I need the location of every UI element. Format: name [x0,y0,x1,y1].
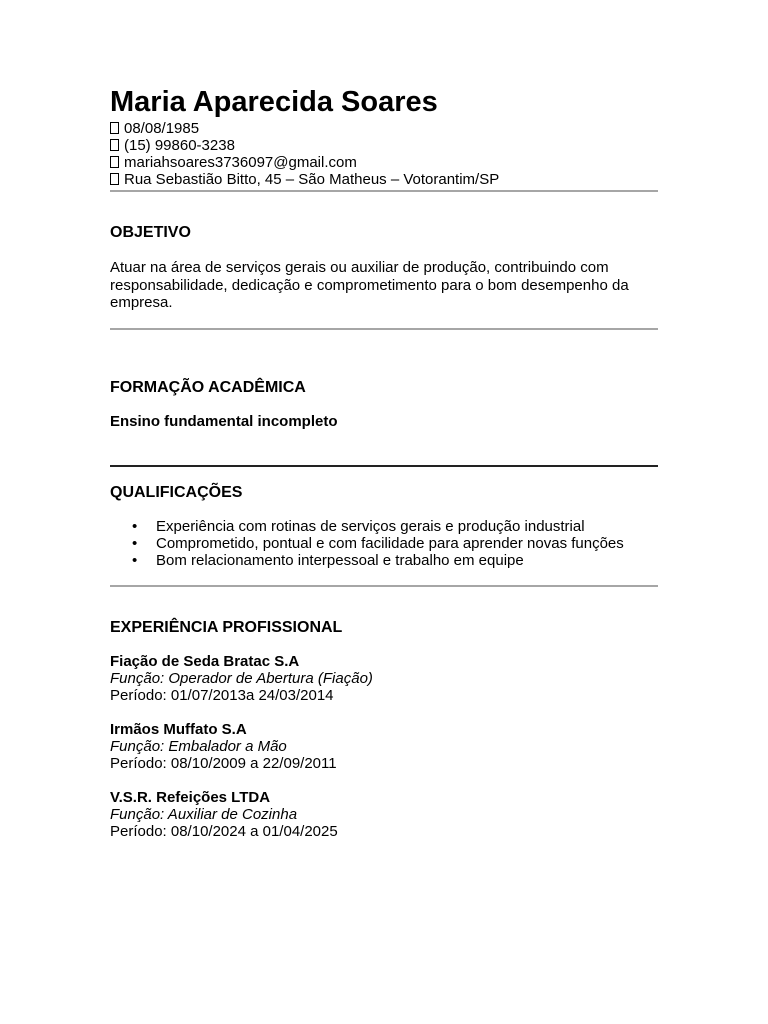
job-company: Fiação de Seda Bratac S.A [110,652,300,670]
contact-address-text: Rua Sebastião Bitto, 45 – São Matheus – Votorantim/SP [124,171,500,188]
job-period: Período: 01/07/2013a 24/03/2014 [110,686,334,704]
job-company: Irmãos Muffato S.A [110,720,247,738]
divider [110,190,658,192]
list-item: • Bom relacionamento interpessoal e trabalho em equipe [132,551,524,569]
resume-page [110,84,658,840]
contact-phone [110,137,658,154]
job-period: Período: 08/10/2024 a 01/04/2025 [110,822,338,840]
calendar-icon [110,122,119,134]
objective-title: OBJETIVO [110,224,191,241]
education-title: FORMAÇÃO ACADÊMICA [110,378,306,396]
job-entry [110,653,658,704]
phone-icon [110,139,119,151]
list-item: • Experiência com rotinas de serviços gerais e produção industrial [132,517,585,535]
contact-block [110,120,658,188]
divider [110,328,658,330]
job-company: V.S.R. Refeições LTDA [110,788,271,806]
contact-birthdate [110,120,658,137]
contact-phone-text: (15) 99860-3238 [124,137,235,154]
education-degree: Ensino fundamental incompleto [110,412,338,430]
job-role: Função: Embalador a Mão [110,737,287,755]
job-role: Função: Operador de Abertura (Fiação) [110,669,373,687]
location-icon [110,173,119,185]
qualification-text: Experiência com rotinas de serviços gerais e produção industrial [156,517,585,535]
list-item: • Comprometido, pontual e com facilidade para aprender novas funções [132,534,624,552]
job-role: Função: Auxiliar de Cozinha [110,805,298,823]
job-entry [110,721,658,772]
job-entry [110,789,658,840]
experience-title: EXPERIÊNCIA PROFISSIONAL [110,618,343,636]
divider [110,465,658,467]
contact-email-text: mariahsoares3736097@gmail.com [124,154,357,171]
qualification-text: Comprometido, pontual e com facilidade para aprender novas funções [156,534,624,552]
contact-birthdate-text: 08/08/1985 [124,120,200,137]
qualifications-list [110,518,658,569]
resume-name: Maria Aparecida Soares [110,86,438,118]
qualifications-title: QUALIFICAÇÕES [110,483,243,501]
contact-address [110,171,658,188]
objective-text: Atuar na área de serviços gerais ou auxiliar de produção, contribuindo com responsabilidade, dedicação e comprometimento para o bom desempenho da empresa. [110,259,629,311]
contact-email [110,154,658,171]
qualification-text: Bom relacionamento interpessoal e trabalho em equipe [156,551,524,569]
divider [110,585,658,587]
job-period: Período: 08/10/2009 a 22/09/2011 [110,754,337,772]
email-icon [110,156,119,168]
